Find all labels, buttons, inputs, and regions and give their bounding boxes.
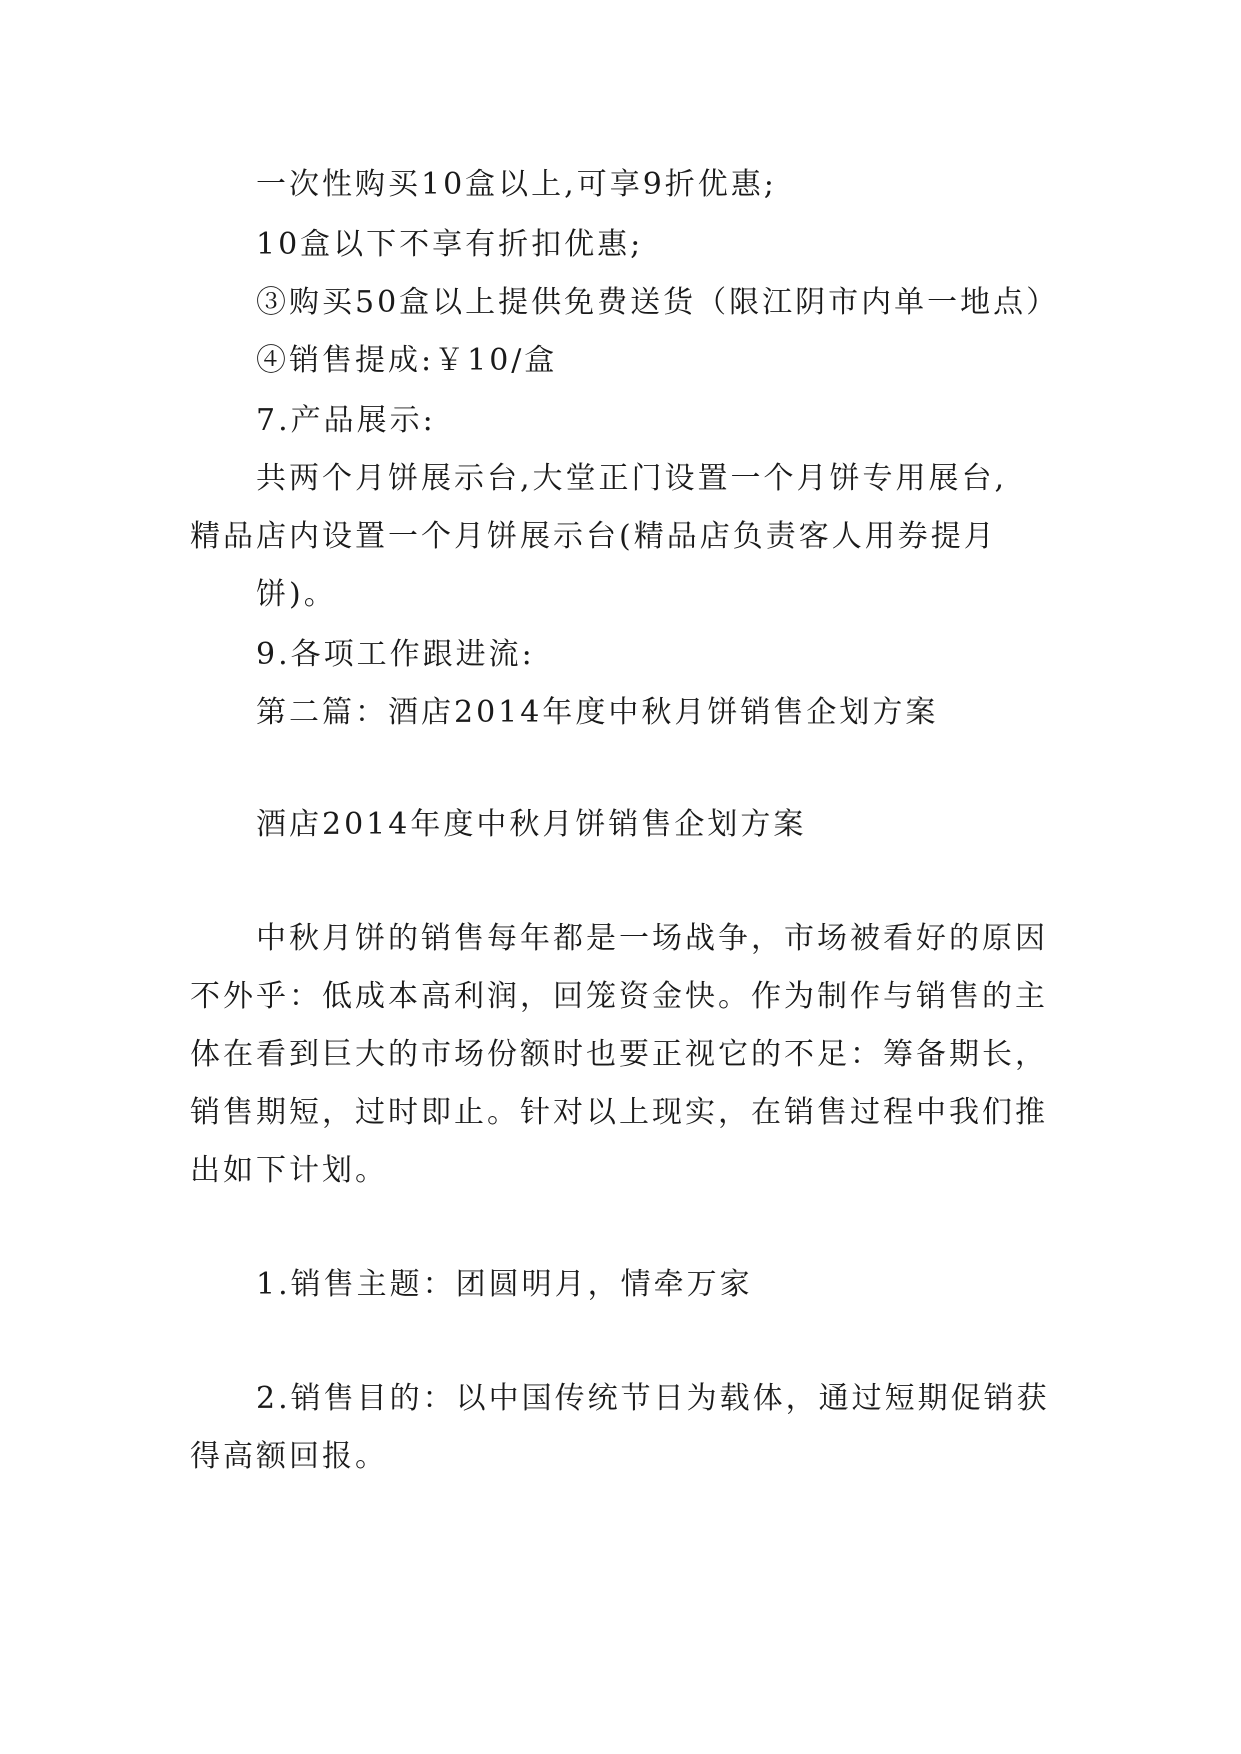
text-line-no-discount: 10盒以下不享有折扣优惠; — [256, 227, 644, 262]
paragraph-line-display-1: 共两个月饼展示台,大堂正门设置一个月饼专用展台, — [256, 461, 1008, 496]
paragraph-line-display-3: 饼)。 — [256, 577, 337, 612]
section-heading-work-flow: 9.各项工作跟进流: — [256, 637, 535, 672]
paragraph-line-display-2: 精品店内设置一个月饼展示台(精品店负责客人用券提月 — [190, 519, 997, 554]
section-heading-product-display: 7.产品展示: — [256, 403, 436, 438]
paragraph-line-intro-1: 中秋月饼的销售每年都是一场战争，市场被看好的原因 — [256, 921, 1048, 956]
paragraph-line-intro-5: 出如下计划。 — [190, 1153, 388, 1188]
text-line-discount-10: 一次性购买10盒以上,可享9折优惠; — [256, 167, 777, 202]
paragraph-line-intro-2: 不外乎：低成本高利润，回笼资金快。作为制作与销售的主 — [190, 979, 1048, 1014]
section-heading-sales-theme: 1.销售主题：团圆明月，情牵万家 — [256, 1267, 753, 1302]
document-title: 酒店2014年度中秋月饼销售企划方案 — [256, 807, 807, 842]
paragraph-line-sales-goal-1: 2.销售目的：以中国传统节日为载体，通过短期促销获 — [256, 1381, 1050, 1416]
text-line-free-delivery: ③购买50盒以上提供免费送货（限江阴市内单一地点） — [256, 285, 1060, 320]
paragraph-line-intro-4: 销售期短，过时即止。针对以上现实，在销售过程中我们推 — [190, 1095, 1048, 1130]
text-line-commission: ④销售提成:￥10/盒 — [256, 343, 558, 378]
paragraph-line-intro-3: 体在看到巨大的市场份额时也要正视它的不足：筹备期长， — [190, 1037, 1048, 1072]
chapter-heading-second: 第二篇：酒店2014年度中秋月饼销售企划方案 — [256, 695, 939, 730]
paragraph-line-sales-goal-2: 得高额回报。 — [190, 1439, 388, 1474]
